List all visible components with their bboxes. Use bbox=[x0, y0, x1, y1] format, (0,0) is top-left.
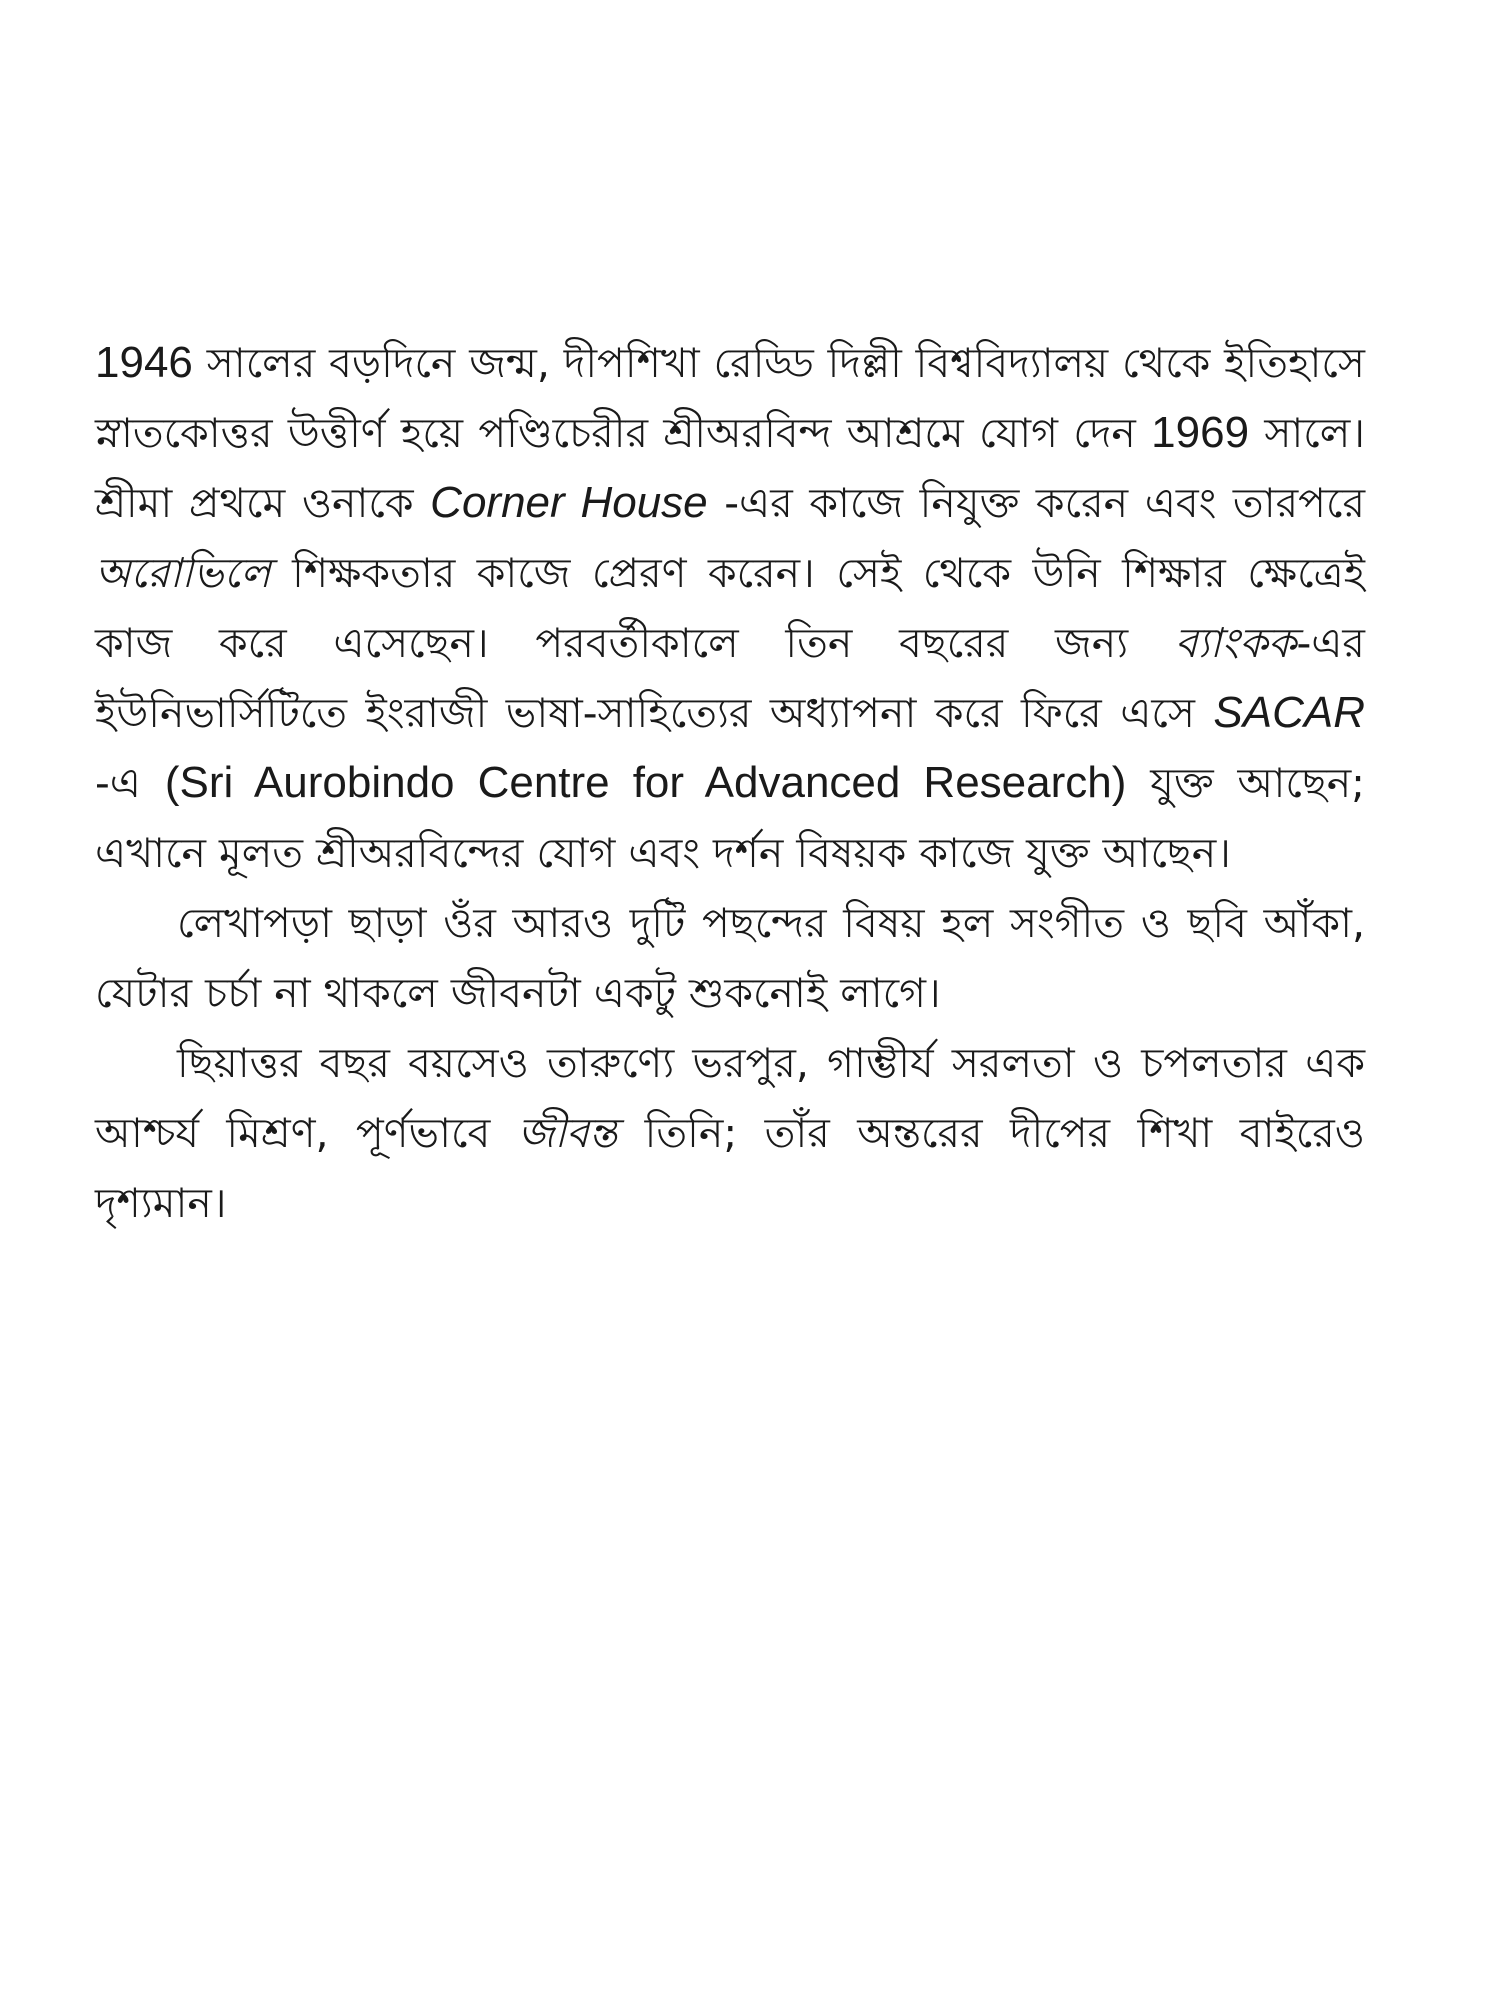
text-segment: শিক্ষকতার কাজে প্রেরণ করেন। সেই থেকে উনি শিক্ষার ক্ষেত্রেই কাজ করে এসেছেন। পরবর্তীকালে তিন বছরের জন্য bbox=[95, 549, 1365, 667]
text-segment: -এর ইউনিভার্সিটিতে ইংরাজী ভাষা-সাহিত্যের অধ্যাপনা করে ফিরে এসে bbox=[95, 619, 1365, 737]
text-segment: তিনি; তাঁর অন্তরের দীপের শিখা বাইরেও দৃশ্যমান। bbox=[95, 1109, 1365, 1227]
corner-house-name: Corner House bbox=[430, 478, 708, 527]
text-segment: লেখাপড়া ছাড়া ওঁর আরও দুটি পছন্দের বিষয় হল সংগীত ও ছবি আঁকা, যেটার চর্চা না থাকলে জীবনটা একটু শুকনোই লাগে। bbox=[95, 899, 1365, 1017]
paragraph-intro bbox=[95, 328, 1365, 888]
text-segment: সালে। শ্রীমা প্রথমে ওনাকে bbox=[95, 409, 1365, 527]
sacar-full-name: (Sri Aurobindo Centre for Advanced Research) bbox=[164, 758, 1127, 807]
text-segment: ছিয়াত্তর বছর বয়সেও তারুণ্যে ভরপুর, গাম্ভীর্য সরলতা ও চপলতার এক আশ্চর্য মিশ্রণ, পূর্ণভাবে bbox=[95, 1039, 1365, 1157]
birth-year: 1946 bbox=[95, 338, 193, 387]
jibonto-word: জীবন্ত bbox=[517, 1109, 618, 1157]
text-segment: যুক্ত আছেন; এখানে মূলত শ্রীঅরবিন্দের যোগ এবং দর্শন বিষয়ক কাজে যুক্ত আছেন। bbox=[95, 759, 1365, 877]
bangkok-name: ব্যাংকক bbox=[1174, 619, 1297, 667]
biography-text bbox=[95, 328, 1365, 1238]
text-segment: সালের বড়দিনে জন্ম, দীপশিখা রেড্ডি দিল্লী বিশ্ববিদ্যালয় থেকে ইতিহাসে স্নাতকোত্তর উত্তীর্ণ হয়ে পণ্ডিচেরীর শ্রীঅরবিন্দ আশ্রমে যোগ দেন bbox=[95, 339, 1365, 457]
sacar-name: SACAR bbox=[1213, 688, 1365, 737]
text-segment: -এ bbox=[95, 759, 165, 807]
text-segment: -এর কাজে নিযুক্ত করেন এবং তারপরে bbox=[707, 479, 1366, 527]
auroville-name: অরোভিলে bbox=[95, 549, 271, 597]
ashram-year: 1969 bbox=[1151, 408, 1250, 457]
paragraph-character bbox=[95, 1028, 1365, 1238]
paragraph-interests bbox=[95, 888, 1365, 1028]
